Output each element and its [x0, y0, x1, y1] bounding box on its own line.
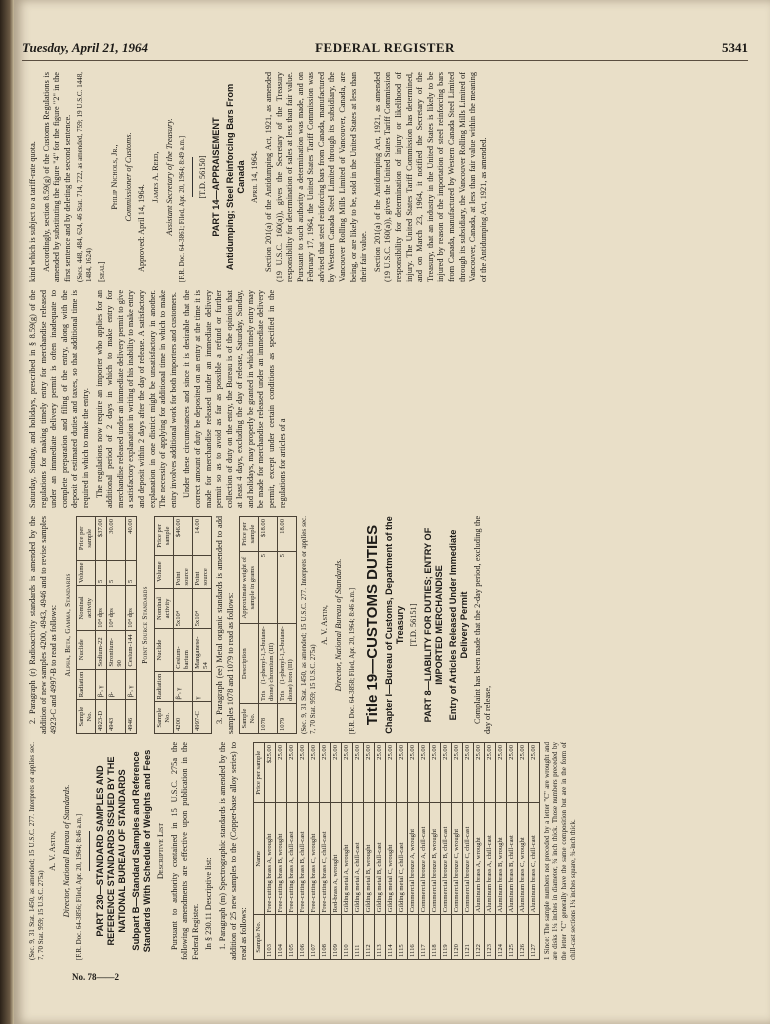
table-header-cell: Price per sample [154, 517, 173, 556]
table-cell: γ [192, 671, 211, 702]
table-cell: 25.00 [330, 743, 341, 803]
table-cell: 1119 [440, 915, 451, 960]
table-cell: Free-cutting brass B, chill-cast [297, 803, 308, 915]
table-row [517, 743, 528, 960]
table-cell: 1118 [429, 915, 440, 960]
table-cell: Commercial bronze C, chill-cast [462, 803, 473, 915]
table-header-cell: Radiation [154, 671, 173, 702]
table-cell: Commercial bronze B, chill-cast [440, 803, 451, 915]
table-row [462, 743, 473, 960]
table-header-cell: Sample No. [253, 915, 264, 960]
table-cell: 1113 [374, 915, 385, 960]
paragraph: Under these circumstances and since it is desirable that the correct amount of duty be deposited on an entry at the time it is made for merchandise released under an immediate delivery permit so as to avoid as far as possible a refund or further collection of duty on the entry, the Bureau is of the opinion that at least 4 days, excluding the day of release, Saturday, Sunday, and holidays, may properly be granted in which timely entry may be made for merchandise released under an immediate delivery permit, except under certain conditions as specified in the regulations for articles of a [182, 290, 287, 508]
table-cell: Gilding metal A, chill-cast [352, 803, 363, 915]
paragraph: kind which is subject to a tariff-rate quota. [28, 141, 37, 282]
table-cell: 5x10⁴ [192, 588, 211, 629]
table-header-cell: Price per sample [240, 517, 259, 552]
table-cell: 1120 [451, 915, 462, 960]
table-cell: 1125 [506, 915, 517, 960]
table-cell: 25.00 [506, 743, 517, 803]
table-cell: Manganese-54 [192, 629, 211, 671]
table-cell: 4943 [107, 700, 126, 734]
header-page-number: 5341 [722, 40, 748, 55]
table-row [275, 743, 286, 960]
table-row [363, 743, 374, 960]
table-row [278, 517, 297, 734]
table-cell: 14.00 [192, 517, 211, 556]
sub-heading: Antidumping; Steel Reinforcing Bars From Canada [225, 83, 247, 271]
table-cell: 1127 [528, 915, 539, 960]
table-cell: 1123 [484, 915, 495, 960]
table-cell: 25.00 [407, 743, 418, 803]
signer-name: Philip Nichols, Jr., [110, 144, 120, 210]
table-cell: Commercial bronze A, wrought [407, 803, 418, 915]
paragraph: Section 201(a) of the Antidumping Act, 1921, as amended (19 U.S.C. 160(a)), gives the United States Tariff Commission responsibility for determination of injury or likelihood of injury. The United States Tariff Commission has determined, and on March 23, 1964, it notified the Secretary of the Treasury, that an industry in the United States is likely to be injured by reason of the importation of steel reinforcing bars from Canada, manufactured by Western Canada Steel Limited through its subsidiary, the Vancouver Rolling Mills Limited of Vancouver, Canada, at less than fair value within the meaning of the Antidumping Act, 1921, as amended. [372, 72, 488, 282]
table-cell: 5 [107, 560, 126, 585]
fr-doc-note: [F.R. Doc. 64-3861; Filed, Apr. 20, 1964; 8:49 a.m.] [178, 135, 187, 282]
separator-rule [89, 831, 90, 871]
table-header-cell: Nominal activity [77, 585, 96, 630]
copper-alloy-table [253, 742, 540, 960]
paragraph: Complaint has been made that the 2-day period, excluding the day of release, [472, 516, 493, 734]
table-cell: 10⁴ dps [107, 585, 126, 630]
table-cell: 1126 [517, 915, 528, 960]
table-cell: 25.00 [473, 743, 484, 803]
table-row [107, 517, 126, 734]
table-row [308, 743, 319, 960]
table-cell: 4946 [126, 700, 137, 734]
table-header-cell: Volume [77, 560, 96, 585]
list-heading: Descriptive List [155, 822, 165, 880]
table-header-cell: Name [253, 803, 264, 915]
table-cell: 1115 [396, 915, 407, 960]
table-cell: Red-brass A, wrought [330, 803, 341, 915]
table-row [385, 743, 396, 960]
table-cell: 25.00 [363, 743, 374, 803]
paragraph: Accordingly, section 8.59(g) of the Customs Regulations is amended by substituting the figure "4" for the figure "2" in the first sentence and by deleting the second sentence. [41, 72, 72, 282]
table-row [297, 743, 308, 960]
table-row [528, 743, 539, 960]
part-heading: PART 8—LIABILITY FOR DUTIES; ENTRY OF IMPORTED MERCHANDISE [422, 527, 444, 723]
header-title: FEDERAL REGISTER [315, 40, 455, 55]
table-cell: 1122 [473, 915, 484, 960]
table-cell: 1111 [352, 915, 363, 960]
signer-title: Director, National Bureau of Standards. [61, 784, 71, 918]
table-cell: 4997-C [192, 702, 211, 734]
signer-title: Director, National Bureau of Standards. [333, 558, 343, 692]
table-cell: 25.00 [440, 743, 451, 803]
column-4 [28, 72, 734, 282]
table-cell: 10⁴ dps [96, 585, 107, 630]
td-number: [T.D. 56151] [409, 603, 419, 647]
sub-heading: Entry of Articles Released Under Immediate Delivery Permit [447, 529, 469, 721]
citation: (Sec. 9, 31 Stat. 1450, as amended; 15 U.S.C. 277. Interprets or applies sec. 7, 70 Stat. 959; 15 U.S.C. 275a) [300, 516, 317, 734]
citation: (Sec. 9, 31 Stat. 1450, as amended; 15 U.S.C. 277. Interprets or applies sec. 7, 70 Stat. 959; 15 U.S.C. 275a) [28, 742, 45, 960]
metal-organic-table [239, 516, 297, 734]
table-cell: 25.00 [396, 743, 407, 803]
table-cell: 1105 [286, 915, 297, 960]
table-cell: 1109 [330, 915, 341, 960]
table-cell: $18.00 [259, 517, 278, 552]
seal-mark: [seal] [96, 261, 106, 282]
radioactivity-table [76, 516, 137, 734]
subpart-heading: Subpart B—Standard Samples and Reference Standards With Schedule of Weights and Fees [130, 749, 152, 953]
table-cell: 10⁴ dps [126, 585, 137, 630]
table-cell: $25.00 [264, 743, 275, 803]
table-cell: 25.00 [528, 743, 539, 803]
table-cell: 5x10⁴ [173, 588, 192, 629]
table-row [429, 743, 440, 960]
table-footnote: 1 Since: The sample numbers not preceded by a letter "C" are wrought and are disks 1¼ inches in diameter, ¾ inch thick. Those numbers preceded by the letter "C" generally have the same composition but are in the form of chill-cast sections 1¼ inches square, ¾-inch thick. [542, 742, 577, 960]
table-header-cell: Sample No. [154, 702, 173, 734]
signer-name: A. V. Astin, [48, 831, 58, 872]
table-cell: β-, γ [96, 669, 107, 700]
footer-number: No. 78——2 [72, 972, 119, 982]
table-cell: $46.00 [173, 517, 192, 556]
table-cell: Tris (1-phenyl-1,3-butane-dione) chromium (III) [259, 624, 278, 704]
td-number: [T.D. 56150] [197, 155, 207, 199]
table-cell: Tris (1-phenyl-1,3-butane-dione) iron (III) [278, 624, 297, 704]
table-cell: Free-cutting brass C, chill-cast [319, 803, 330, 915]
table-cell: Aluminum brass B, wrought [495, 803, 506, 915]
table-cell: 25.00 [429, 743, 440, 803]
table-cell: Gilding metal C, chill-cast [396, 803, 407, 915]
table-cell: 1103 [264, 915, 275, 960]
table-cell: Aluminum brass C, chill-cast [528, 803, 539, 915]
table-cell: 25.00 [385, 743, 396, 803]
signer-title: Assistant Secretary of the Treasury. [164, 118, 174, 236]
table-cell: 1124 [495, 915, 506, 960]
table-cell: Gilding metal B, wrought [363, 803, 374, 915]
table-cell: 1114 [385, 915, 396, 960]
table-cell: 25.00 [308, 743, 319, 803]
table-cell: β- [107, 669, 126, 700]
table-cell: 5 [259, 552, 278, 624]
header-rule [22, 60, 748, 61]
column-2 [28, 516, 734, 734]
paragraph: Saturday, Sunday, and holidays, prescribed in § 8.59(g) of the regulations for making timely entry for merchandise released under an immediate delivery permit is often inadequate to complete preparation and filing of the entry, along with the deposit of estimated duties and taxes, so that additional time is required in which to make the entry. [28, 290, 90, 508]
table-cell: 1106 [297, 915, 308, 960]
fr-doc-note: [F.R. Doc. 64-3856; Filed, Apr. 20, 1964; 8:46 a.m.] [75, 813, 84, 960]
table-header-cell: Price per sample [253, 743, 264, 803]
table-row [451, 743, 462, 960]
fr-doc-note: [F.R. Doc. 64-3858; Filed, Apr. 20, 1964; 8:46 a.m.] [347, 587, 356, 734]
table-cell: 1112 [363, 915, 374, 960]
table-row [192, 517, 211, 734]
table-row [495, 743, 506, 960]
table-cell: Commercial bronze B, wrought [429, 803, 440, 915]
table-cell: Cesium-144 [126, 630, 137, 669]
table-cell: Free-cutting brass C, wrought [308, 803, 319, 915]
table-cell: Commercial bronze A, chill-cast [418, 803, 429, 915]
part-heading: PART 230—STANDARD SAMPLES AND REFERENCE STANDARDS ISSUED BY THE NATIONAL BUREAU OF STANDARDS [94, 756, 127, 946]
table-cell: Gilding metal C, wrought [385, 803, 396, 915]
table-row [330, 743, 341, 960]
table-cell: Aluminum brass B, chill-cast [506, 803, 517, 915]
table-cell: Cesium-barium [173, 629, 192, 671]
table-cell: 5 [96, 560, 107, 585]
citation: (Secs. 448, 484, 624, 46 Stat. 714, 722, as amended, 759; 19 U.S.C. 1448, 1484, 1624) [76, 72, 93, 282]
table-cell: 5 [278, 552, 297, 624]
table-cell: Free-cutting brass B, wrought [275, 803, 286, 915]
table-row [407, 743, 418, 960]
signer-name: A. V. Astin, [320, 605, 330, 646]
rotated-body [28, 66, 734, 960]
separator-rule [192, 157, 193, 197]
table-header-cell: Nominal activity [154, 588, 173, 629]
chapter-heading: Chapter I—Bureau of Customs, Department of the Treasury [384, 516, 406, 734]
table-row [286, 743, 297, 960]
table-header-cell: Nuclide [154, 629, 173, 671]
table-cell: 25.00 [286, 743, 297, 803]
table-cell: 5 [126, 560, 137, 585]
table-cell: 25.00 [341, 743, 352, 803]
table-cell: Gilding metal A, wrought [341, 803, 352, 915]
table-row [319, 743, 330, 960]
dateline: April 14, 1964. [250, 150, 260, 204]
table-cell: Free-cutting brass A, wrought [264, 803, 275, 915]
table-cell: $37.00 [96, 517, 107, 561]
table-row [352, 743, 363, 960]
signer-title: Commissioner of Customs. [123, 132, 133, 222]
table-cell: 1078 [259, 704, 278, 734]
paragraph: 2. Paragraph (r) Radioactivity standards is amended by the addition of new samples 4200, 4943, 4946 and to revise samples 4923-C and 4997-B to read as follows: [28, 516, 59, 734]
table-cell: Point source [192, 555, 211, 588]
table-cell: 1108 [319, 915, 330, 960]
table-row [473, 743, 484, 960]
table-caption: Alpha, Beta, Gamma, Standards [63, 573, 72, 677]
table-cell: 25.00 [275, 743, 286, 803]
table-row [418, 743, 429, 960]
table-cell: 1121 [462, 915, 473, 960]
table-header-cell: Nuclide [77, 630, 96, 669]
binding-spine [0, 0, 14, 1024]
table-cell: Free-cutting brass A, chill-cast [286, 803, 297, 915]
paragraph: In § 230.11 Descriptive list: [204, 857, 214, 950]
paragraph: Pursuant to authority contained in 15 U.S.C. 275a the following amendments are effective upon publication in the Federal Register. [169, 742, 200, 960]
table-header-cell: Radiation [77, 669, 96, 700]
table-header-cell: Approximate weight of sample in grams [240, 552, 259, 624]
point-source-table [154, 516, 212, 734]
table-cell: 25.00 [297, 743, 308, 803]
table-header-cell: Sample No. [240, 704, 259, 734]
table-cell: 1107 [308, 915, 319, 960]
table-header-cell: Volume [154, 555, 173, 588]
table-cell: β-, γ [173, 671, 192, 702]
table-row [264, 743, 275, 960]
title-heading: Title 19—CUSTOMS DUTIES [364, 524, 382, 726]
table-cell: 18.00 [278, 517, 297, 552]
table-cell: 25.00 [484, 743, 495, 803]
table-cell: β-, γ [126, 669, 137, 700]
table-row [396, 743, 407, 960]
table-cell: 1117 [418, 915, 429, 960]
table-cell: 25.00 [451, 743, 462, 803]
table-cell: 1104 [275, 915, 286, 960]
table-row [440, 743, 451, 960]
table-cell: 25.00 [374, 743, 385, 803]
table-cell: Gilding metal B, chill-cast [374, 803, 385, 915]
header-date: Tuesday, April 21, 1964 [22, 40, 149, 55]
table-cell: 40.00 [126, 517, 137, 561]
table-cell: Sodium-22 [96, 630, 107, 669]
table-cell: 1110 [341, 915, 352, 960]
table-cell: 25.00 [352, 743, 363, 803]
table-cell: Commercial bronze C, wrought [451, 803, 462, 915]
table-cell: Aluminum brass C, wrought [517, 803, 528, 915]
paragraph: 1. Paragraph (m) Spectrographic standards is amended by the addition of 25 new samples to the (Copper-base alloy series) to read as follows: [217, 742, 249, 960]
table-cell: Aluminum brass A, wrought [473, 803, 484, 915]
table-row [374, 743, 385, 960]
table-cell: 4923-D [96, 700, 107, 734]
column-3 [28, 290, 734, 508]
paragraph: The regulations now require an importer who applies for an additional period of 2 days in which to make entry for merchandise released under an immediate delivery permit to give a satisfactory explanation in writing of his inability to make entry and deposit within 2 days after the day of release. A satisfactory explanation in one district might be unsatisfactory in another. The necessity of applying for additional time in which to make entry involves additional work for both importers and customers. [94, 290, 178, 508]
table-row [259, 517, 278, 734]
table-cell: 25.00 [319, 743, 330, 803]
table-caption: Point Source Standards [141, 586, 150, 664]
column-1 [28, 742, 734, 960]
page-header [22, 40, 748, 62]
table-cell: 30.00 [107, 517, 126, 561]
table-header-cell: Sample No. [77, 700, 96, 734]
table-cell: 25.00 [462, 743, 473, 803]
table-row [126, 517, 137, 734]
table-cell: Strontium-90 [107, 630, 126, 669]
part-heading: PART 14—APPRAISEMENT [211, 117, 222, 237]
table-header-cell: Price per sample [77, 517, 96, 561]
table-header-cell: Description [240, 624, 259, 704]
table-row [341, 743, 352, 960]
table-cell: 25.00 [517, 743, 528, 803]
table-cell: 4200 [173, 702, 192, 734]
signer-name: James A. Reed, [150, 151, 160, 203]
table-cell: Point source [173, 555, 192, 588]
table-row [96, 517, 107, 734]
table-cell: 1116 [407, 915, 418, 960]
table-row [506, 743, 517, 960]
paragraph: 3. Paragraph (ee) Metal organic standards is amended to add samples 1078 and 1079 to read as follows: [214, 516, 235, 734]
table-cell: 25.00 [495, 743, 506, 803]
approval-line: Approved: April 14, 1964. [137, 184, 147, 272]
table-row [484, 743, 495, 960]
table-cell: Aluminum brass A, chill-cast [484, 803, 495, 915]
table-cell: 25.00 [418, 743, 429, 803]
paragraph: Section 201(a) of the Antidumping Act, 1921, as amended (19 U.S.C. 160(a)), gives the Secretary of the Treasury responsibility for determination of sales at less than fair value. Pursuant to such authority a determination was made, and on February 17, 1964, the United States Tariff Commission was advised that steel reinforcing bars from Canada, manufactured by Western Canada Steel Limited through its subsidiary, the Vancouver Rolling Mills Limited of Vancouver, Canada, are being, or are likely to be, sold in the United States at less than their fair value. [263, 72, 369, 282]
table-row [173, 517, 192, 734]
table-cell: 1079 [278, 704, 297, 734]
